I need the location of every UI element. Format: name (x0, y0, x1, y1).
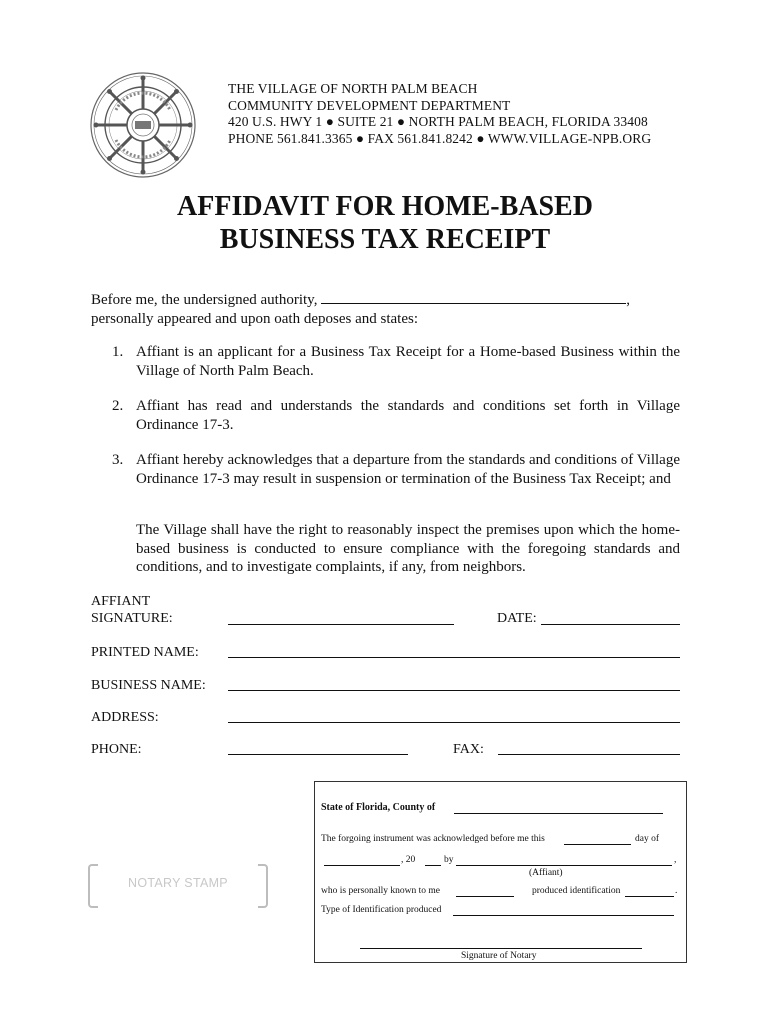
notary-stamp-area (88, 864, 268, 906)
type-of-id-field[interactable] (453, 915, 674, 916)
date-field[interactable] (541, 624, 680, 625)
signature-label: SIGNATURE: (91, 611, 173, 626)
acknowledged-text: The forgoing instrument was acknowledged before me this (321, 834, 545, 844)
phone-field[interactable] (228, 754, 408, 755)
list-item (112, 451, 680, 488)
document-title (0, 190, 770, 256)
title-line-2: BUSINESS TAX RECEIPT (219, 224, 551, 255)
signature-field[interactable] (228, 624, 454, 625)
stamp-bracket-right (258, 864, 268, 908)
intro-statement (91, 289, 681, 329)
by-comma: , (674, 855, 677, 865)
intro-line-2: personally appeared and upon oath deposes and states: (91, 311, 418, 327)
intro-before-text: Before me, the undersigned authority, (91, 292, 318, 308)
inspection-paragraph: The Village shall have the right to reasonably inspect the premises upon which the home-based business is conducted to ensure compliance with the foregoing standards and conditions, and to investigate complaints, if any, from neighbors. (136, 522, 680, 575)
list-item (112, 343, 680, 380)
notary-stamp-label: NOTARY STAMP (128, 876, 228, 890)
produced-identification-text: produced identification (532, 886, 621, 896)
identification-period: . (675, 886, 678, 896)
item-number: 3. (112, 452, 124, 468)
notary-acknowledgment-box (314, 781, 687, 963)
affiant-caption: (Affiant) (529, 868, 563, 878)
date-label: DATE: (497, 611, 537, 626)
phone-label: PHONE: (91, 742, 142, 757)
authority-name-blank[interactable] (321, 289, 626, 304)
item-number: 1. (112, 344, 124, 360)
day-field[interactable] (564, 844, 631, 845)
known-to-me-text: who is personally known to me (321, 886, 441, 896)
statements-list (112, 343, 680, 505)
notary-signature-field[interactable] (360, 948, 642, 949)
state-county-label: State of Florida, County of (321, 802, 436, 813)
affiant-label: AFFIANT (91, 594, 151, 609)
letterhead-contact: PHONE 561.841.3365 ● FAX 561.841.8242 ● WWW.VILLAGE-NPB.ORG (228, 130, 652, 146)
intro-comma: , (626, 292, 630, 308)
year-prefix: , 20 (401, 855, 416, 865)
printed-name-field[interactable] (228, 657, 680, 658)
business-name-label: BUSINESS NAME: (91, 678, 206, 693)
address-label: ADDRESS: (91, 710, 159, 725)
item-text: Affiant has read and understands the standards and conditions set forth in Village Ordinance 17-3. (136, 398, 680, 433)
village-seal-icon (88, 70, 198, 180)
letterhead-address: 420 U.S. HWY 1 ● SUITE 21 ● NORTH PALM BEACH, FLORIDA 33408 (228, 114, 648, 129)
type-of-id-text: Type of Identification produced (321, 905, 442, 915)
signature-of-notary-caption: Signature of Notary (461, 951, 537, 961)
printed-name-label: PRINTED NAME: (91, 645, 199, 660)
list-item (112, 397, 680, 434)
letterhead-village: THE VILLAGE OF NORTH PALM BEACH (228, 81, 478, 96)
letterhead (228, 81, 651, 147)
title-line-1: AFFIDAVIT FOR HOME-BASED (177, 191, 593, 222)
by-text: by (444, 855, 454, 865)
letterhead-department: COMMUNITY DEVELOPMENT DEPARTMENT (228, 97, 511, 113)
produced-identification-field[interactable] (625, 896, 674, 897)
month-field[interactable] (324, 865, 400, 866)
item-number: 2. (112, 398, 124, 414)
fax-label: FAX: (453, 742, 484, 757)
day-of-text: day of (635, 834, 660, 844)
business-name-field[interactable] (228, 690, 680, 691)
known-to-me-field[interactable] (456, 896, 514, 897)
item-text: Affiant is an applicant for a Business Tax Receipt for a Home-based Business within the Village of North Palm Beach. (136, 344, 680, 379)
county-field[interactable] (454, 813, 663, 814)
address-field[interactable] (228, 722, 680, 723)
item-text: Affiant hereby acknowledges that a departure from the standards and conditions of Village Ordinance 17-3 may result in suspension or termination of the Business Tax Receipt; and (136, 452, 680, 487)
affiant-name-field[interactable] (456, 865, 672, 866)
fax-field[interactable] (498, 754, 680, 755)
year-field[interactable] (425, 865, 441, 866)
